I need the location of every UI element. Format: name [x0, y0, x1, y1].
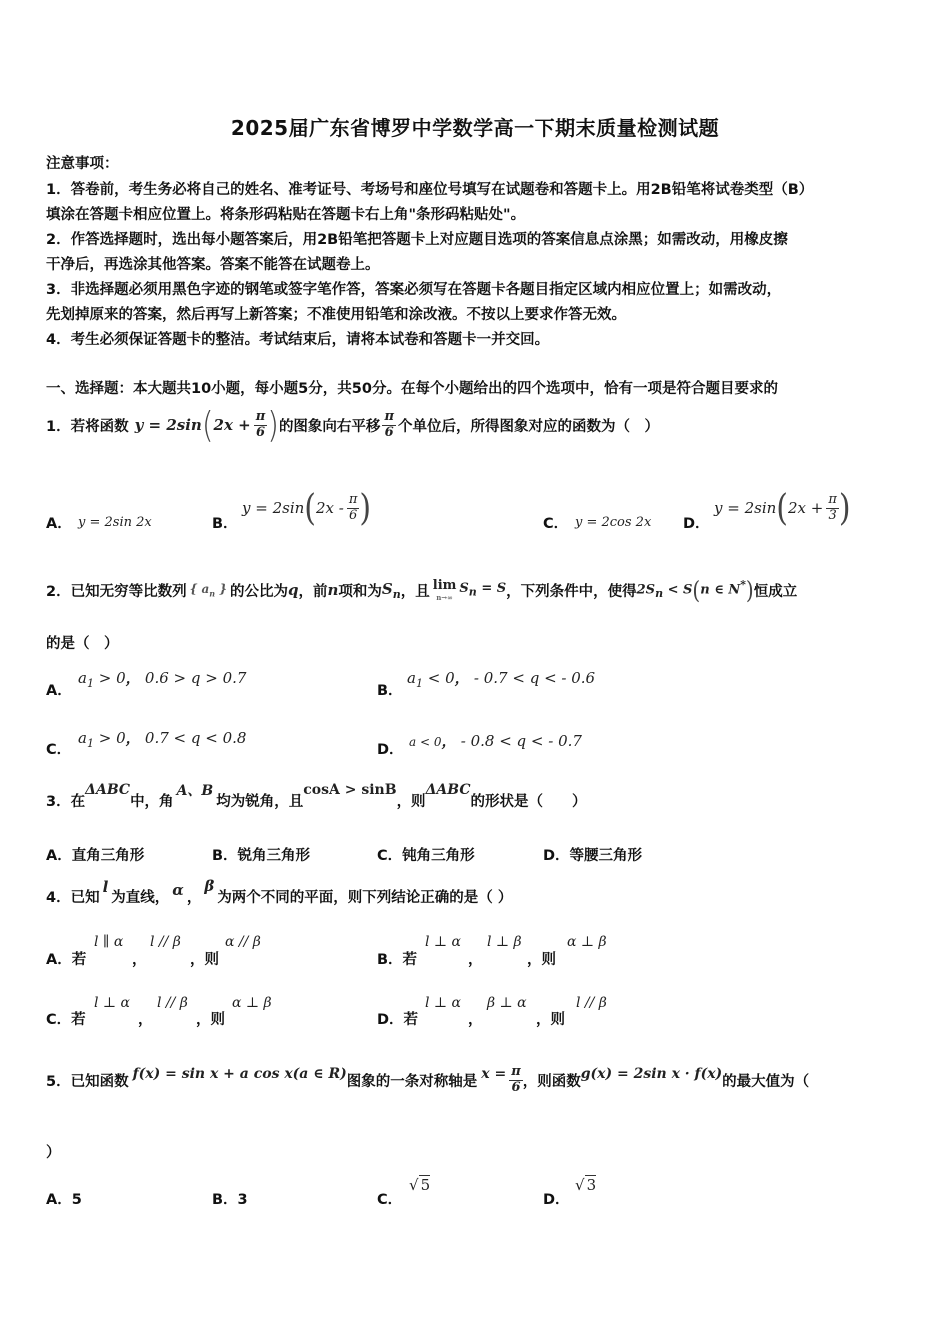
q4-a-then: ，则	[190, 952, 219, 968]
q1-option-c: y = 2cos 2x	[575, 515, 652, 530]
q2-d-range: - 0.8 < q < - 0.7	[460, 732, 582, 750]
q2-t4: ，且	[400, 583, 430, 600]
q1-d-fraction	[826, 493, 839, 523]
question-3	[46, 784, 587, 816]
notice-line-6: 先划掉原来的答案，然后再写上新答案；不准使用铅笔和涂改液。不按以上要求作答无效。	[46, 307, 626, 323]
q2-lim-word: lim	[432, 578, 457, 593]
q2-a-cmp: > 0	[98, 669, 126, 687]
q3-condition: cosA > sinB	[303, 782, 397, 798]
q2-lim-expr: = S	[481, 581, 507, 597]
q4-d-comma: ，	[468, 1012, 483, 1028]
q1-option-b-label: B．	[212, 516, 238, 532]
q2-option-c	[78, 727, 246, 750]
q3-t3: ，则	[396, 793, 426, 810]
notice-line-4: 干净后，再选涂其他答案。答案不能答在试题卷上。	[46, 257, 380, 273]
q3-option-d: D．等腰三角形	[543, 848, 643, 864]
q1-b-open-paren: (	[304, 487, 316, 529]
q2-S-letter: S	[381, 579, 393, 598]
q4-c-2: l // β	[157, 995, 188, 1011]
q5-c-radical: √	[409, 1176, 419, 1194]
q4-t2: 为两个不同的平面，则下列结论正确的是（ ）	[217, 889, 513, 906]
q4-t1: 为直线，	[111, 889, 170, 906]
q1-option-d	[714, 486, 851, 530]
q4-option-d-label: D．若	[377, 1012, 419, 1028]
q5-g-function: g(x) = 2sin x · f(x)	[580, 1066, 723, 1082]
q2-S-sub: n	[392, 587, 401, 601]
q4-a-3: α // β	[225, 934, 261, 950]
q2-d-comma: ，	[441, 734, 456, 750]
q1-b-frac-den: 6	[348, 507, 358, 523]
q2-a-comma: ，	[125, 671, 141, 687]
q2-q: q	[288, 581, 299, 599]
q4-b-then: ，则	[527, 952, 556, 968]
q4-l: l	[102, 878, 109, 896]
q4-comma: ，	[186, 889, 202, 906]
q2-a-a: a	[78, 669, 87, 687]
q5-d-value: 3	[586, 1176, 597, 1194]
q2-option-a	[78, 667, 246, 690]
q3-option-c: C．钝角三角形	[377, 848, 475, 864]
q2-limit	[433, 578, 457, 602]
q2-c-a: a	[78, 729, 87, 747]
q4-a-2: l // β	[150, 934, 181, 950]
q4-beta: β	[204, 877, 215, 895]
q1-arg: 2x +	[213, 416, 251, 434]
q5-axis-fraction	[509, 1065, 523, 1095]
q3-t1: 中，角	[130, 793, 174, 810]
q2-a-sub: 1	[86, 677, 94, 690]
q5-t1: 图象的一条对称轴是	[346, 1073, 478, 1090]
q2-S	[382, 580, 401, 601]
q2-t1: 的公比为	[230, 583, 289, 600]
q1-option-a: y = 2sin 2x	[78, 515, 152, 530]
q2-sequence: { $a_n$ }	[189, 581, 228, 599]
q2-n: n	[327, 581, 339, 599]
q1-function: y = 2sin	[134, 416, 202, 434]
q4-c-then: ，则	[196, 1012, 225, 1028]
q1-d-frac-num: π	[828, 492, 837, 508]
q2-b-a: a	[407, 669, 416, 687]
q4-d-3: l // β	[576, 995, 607, 1011]
question-2	[46, 572, 797, 608]
q4-b-2: l ⊥ β	[487, 934, 522, 950]
q2-a-range: 0.6 > q > 0.7	[144, 669, 247, 687]
q5-option-c-label: C．	[377, 1192, 403, 1208]
q2-seq-a: a	[201, 581, 210, 596]
q2-b-cmp: < 0	[427, 669, 455, 687]
q1-shift-num: π	[384, 409, 394, 425]
q4-option-b-label: B．若	[377, 952, 418, 968]
q2-option-a-label: A．	[46, 683, 72, 699]
q2-cond-S: < S	[667, 582, 693, 598]
q4-option-c-label: C．若	[46, 1012, 86, 1028]
q5-function: f(x) = sin x + a cos x(a ∈ R)	[132, 1066, 347, 1082]
q5-t2: ，则函数	[522, 1073, 581, 1090]
q2-cond	[636, 575, 754, 605]
q4-d-then: ，则	[536, 1012, 565, 1028]
q1-tail: 个单位后，所得图象对应的函数为（ ）	[397, 418, 659, 435]
q2-seq-sub: n	[209, 588, 216, 599]
q2-c-comma: ，	[125, 731, 141, 747]
q1-b-arg: 2x -	[316, 499, 344, 517]
q2-cond-open: (	[692, 575, 701, 605]
q4-a-comma: ，	[132, 952, 147, 968]
page-title: 2025届广东省博罗中学数学高一下期末质量检测试题	[230, 116, 720, 140]
q2-cond-sub: n	[655, 587, 664, 601]
q2-option-d	[409, 730, 582, 751]
q2-cond-close: )	[745, 575, 754, 605]
q1-fraction	[254, 410, 268, 440]
q3-triangle: ΔABC	[85, 782, 131, 798]
q5-frac-num: π	[511, 1064, 521, 1080]
q5-option-b: B．3	[212, 1192, 248, 1208]
q5-continuation: ）	[46, 1145, 61, 1161]
q5-c-value: 5	[420, 1176, 431, 1194]
q1-shift-fraction	[382, 410, 396, 440]
q4-b-comma: ，	[468, 952, 483, 968]
q1-option-c-label: C．	[543, 516, 569, 532]
q1-d-function: y = 2sin	[714, 499, 777, 517]
q1-number: 1．若将函数	[46, 418, 129, 435]
notice-line-1: 1．答卷前，考生务必将自己的姓名、准考证号、考场号和座位号填写在试题卷和答题卡上。用2B铅笔将试卷类型（B）	[46, 182, 814, 198]
q2-c-sub: 1	[86, 737, 94, 750]
notice-line-3: 2．作答选择题时，选出每小题答案后，用2B铅笔把答题卡上对应题目选项的答案信息点涂黑；如需改动，用橡皮擦	[46, 232, 788, 248]
q4-b-3: α ⊥ β	[567, 934, 607, 950]
q2-lim-sub: n→∞	[436, 593, 453, 602]
notice-line-7: 4．考生必须保证答题卡的整洁。考试结束后，请将本试卷和答题卡一并交回。	[46, 332, 550, 348]
q4-b-1: l ⊥ α	[425, 934, 461, 950]
q2-b-range: - 0.7 < q < - 0.6	[473, 669, 596, 687]
q2-cond-2S: 2S	[636, 582, 656, 598]
q4-a-1: l ∥ α	[94, 934, 124, 950]
q2-t2: ，前	[298, 583, 328, 600]
q1-d-close-paren: )	[838, 487, 851, 529]
q2-t5: ，下列条件中，使得	[506, 583, 637, 600]
q5-d-radical: √	[575, 1176, 585, 1194]
q1-b-function: y = 2sin	[242, 499, 305, 517]
q2-t3: 项和为	[338, 583, 382, 600]
q5-option-d	[575, 1176, 596, 1194]
q2-lim-S: $S_n = S$	[459, 581, 507, 599]
notice-line-2: 填涂在答题卡相应位置上。将条形码粘贴在答题卡右上角"条形码粘贴处"。	[46, 207, 526, 223]
q4-alpha: α	[172, 881, 184, 899]
q4-c-comma: ，	[138, 1012, 153, 1028]
q2-continuation: 的是（ ）	[46, 636, 119, 652]
q2-b-sub: 1	[415, 677, 423, 690]
q5-option-d-label: D．	[543, 1192, 570, 1208]
q1-option-a-label: A．	[46, 516, 72, 532]
q2-option-b-label: B．	[377, 683, 403, 699]
q1-open-paren: (	[201, 404, 214, 446]
q3-t4: 的形状是（ ）	[470, 793, 587, 810]
q4-d-2: β ⊥ α	[487, 995, 527, 1011]
q4-option-a-label: A．若	[46, 952, 87, 968]
q1-close-paren: )	[267, 404, 279, 446]
notice-line-5: 3．非选择题必须用黑色字迹的钢笔或签字笔作答，答案必须写在答题卡各题目指定区域内相应位置上；如需改动，	[46, 282, 782, 298]
q4-c-3: α ⊥ β	[232, 995, 272, 1011]
q3-option-b: B．锐角三角形	[212, 848, 311, 864]
q1-mid: 的图象向右平移	[278, 418, 381, 435]
q4-number: 4．已知	[46, 889, 100, 906]
notice-heading: 注意事项：	[46, 156, 119, 172]
q1-frac-den: 6	[255, 424, 265, 440]
q1-b-close-paren: )	[359, 487, 372, 529]
q3-triangle-2: ΔABC	[425, 782, 471, 798]
question-1	[46, 403, 659, 447]
q2-c-cmp: > 0	[98, 729, 126, 747]
q4-d-1: l ⊥ α	[425, 995, 461, 1011]
q2-c-range: 0.7 < q < 0.8	[144, 729, 247, 747]
q2-option-d-label: D．	[377, 742, 404, 758]
q1-frac-num: π	[255, 409, 266, 425]
q5-t3: 的最大值为（	[722, 1073, 810, 1090]
q5-frac-den: 6	[511, 1079, 521, 1095]
q2-cond-n: n ∈ N	[700, 582, 741, 598]
q3-option-a: A．直角三角形	[46, 848, 145, 864]
section-heading: 一、选择题：本大题共10小题，每小题5分，共50分。在每个小题给出的四个选项中，恰有一项是符合题目要求的	[46, 381, 778, 397]
q5-option-c	[409, 1176, 430, 1194]
q1-b-frac-num: π	[348, 492, 358, 508]
q1-b-fraction	[347, 493, 360, 523]
q3-t2: 均为锐角，且	[216, 793, 304, 810]
q2-b-comma: ，	[454, 671, 470, 687]
q1-option-b	[242, 486, 371, 530]
q5-axis-x: x =	[481, 1066, 507, 1082]
q2-option-b	[407, 667, 595, 690]
q1-option-d-label: D．	[683, 516, 710, 532]
q4-c-1: l ⊥ α	[94, 995, 130, 1011]
question-5	[46, 1058, 809, 1102]
q2-d-cmp: a < 0	[409, 735, 442, 749]
q1-d-frac-den: 3	[828, 507, 837, 523]
question-4	[46, 878, 512, 914]
q3-angles: A、B	[176, 783, 214, 799]
q2-lim-S-sub: n	[468, 585, 477, 599]
q2-option-c-label: C．	[46, 742, 72, 758]
q3-number: 3．在	[46, 793, 86, 810]
q1-d-arg: 2x +	[788, 499, 824, 517]
q5-option-a: A．5	[46, 1192, 82, 1208]
q1-d-open-paren: (	[776, 487, 788, 529]
q2-t6: 恒成立	[753, 583, 798, 600]
q1-shift-den: 6	[384, 424, 394, 440]
q2-number: 2．已知无穷等比数列	[46, 583, 187, 600]
q2-cond-star: *	[740, 578, 746, 592]
q5-number: 5．已知函数	[46, 1073, 129, 1090]
